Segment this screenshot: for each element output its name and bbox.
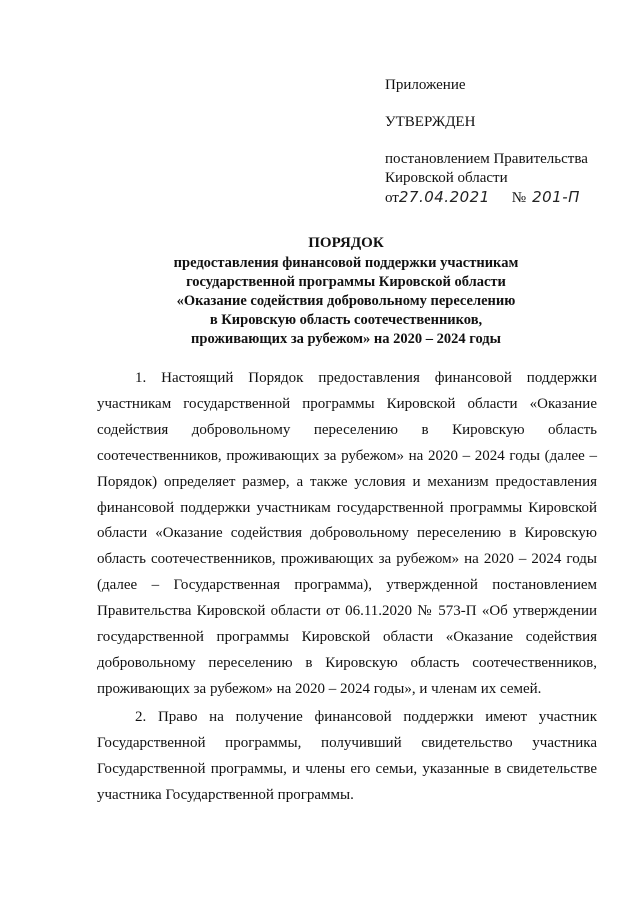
- title-line: проживающих за рубежом» на 2020 – 2024 годы: [191, 331, 501, 347]
- document-title: [130, 234, 562, 349]
- appendix-label: Приложение: [385, 77, 466, 93]
- approved-label: УТВЕРЖДЕН: [385, 114, 476, 130]
- title-heading: ПОРЯДОК: [308, 235, 384, 251]
- date-number-line: [385, 188, 615, 208]
- handwritten-date: 27.04.2021: [398, 188, 490, 206]
- title-line: государственной программы Кировской области: [186, 274, 506, 290]
- resolution-line-1: постановлением Правительства: [385, 151, 588, 167]
- paragraph-2: 2. Право на получение финансовой поддержки имеют участник Государственной программы, получивший свидетельство участника Государственной программы, и члены его семьи, указанные в свидетельстве участника Государственной программы.: [97, 708, 597, 803]
- approval-block: [385, 76, 615, 208]
- title-line: в Кировскую область соотечественников,: [209, 312, 483, 328]
- resolution-line-2: Кировской области: [385, 170, 508, 186]
- title-line: «Оказание содействия добровольному переселению: [176, 293, 516, 309]
- title-line: предоставления финансовой поддержки участникам: [173, 255, 519, 271]
- number-prefix: №: [511, 190, 527, 206]
- document-body: [97, 366, 597, 808]
- handwritten-number: 201-П: [532, 188, 580, 206]
- paragraph-1: 1. Настоящий Порядок предоставления финансовой поддержки участникам государственной программы Кировской области «Оказание содействия добровольному переселению в Кировскую область соотечественников, проживающих за рубежом» на 2020 – 2024 годы (далее – Порядок) определяет размер, а также условия и механизм предоставления финансовой поддержки участникам государственной программы Кировской области «Оказание содействия добровольному переселению в Кировскую область соотечественников, проживающих за рубежом» на 2020 – 2024 годы (далее – Государственная программа), утвержденной постановлением Правительства Кировской области от 06.11.2020 № 573-П «Об утверждении государственной программы Кировской области «Оказание содействия добровольному переселению в Кировскую область соотечественников, проживающих за рубежом» на 2020 – 2024 годы», и членам их семей.: [97, 370, 597, 697]
- date-prefix: от: [385, 190, 399, 206]
